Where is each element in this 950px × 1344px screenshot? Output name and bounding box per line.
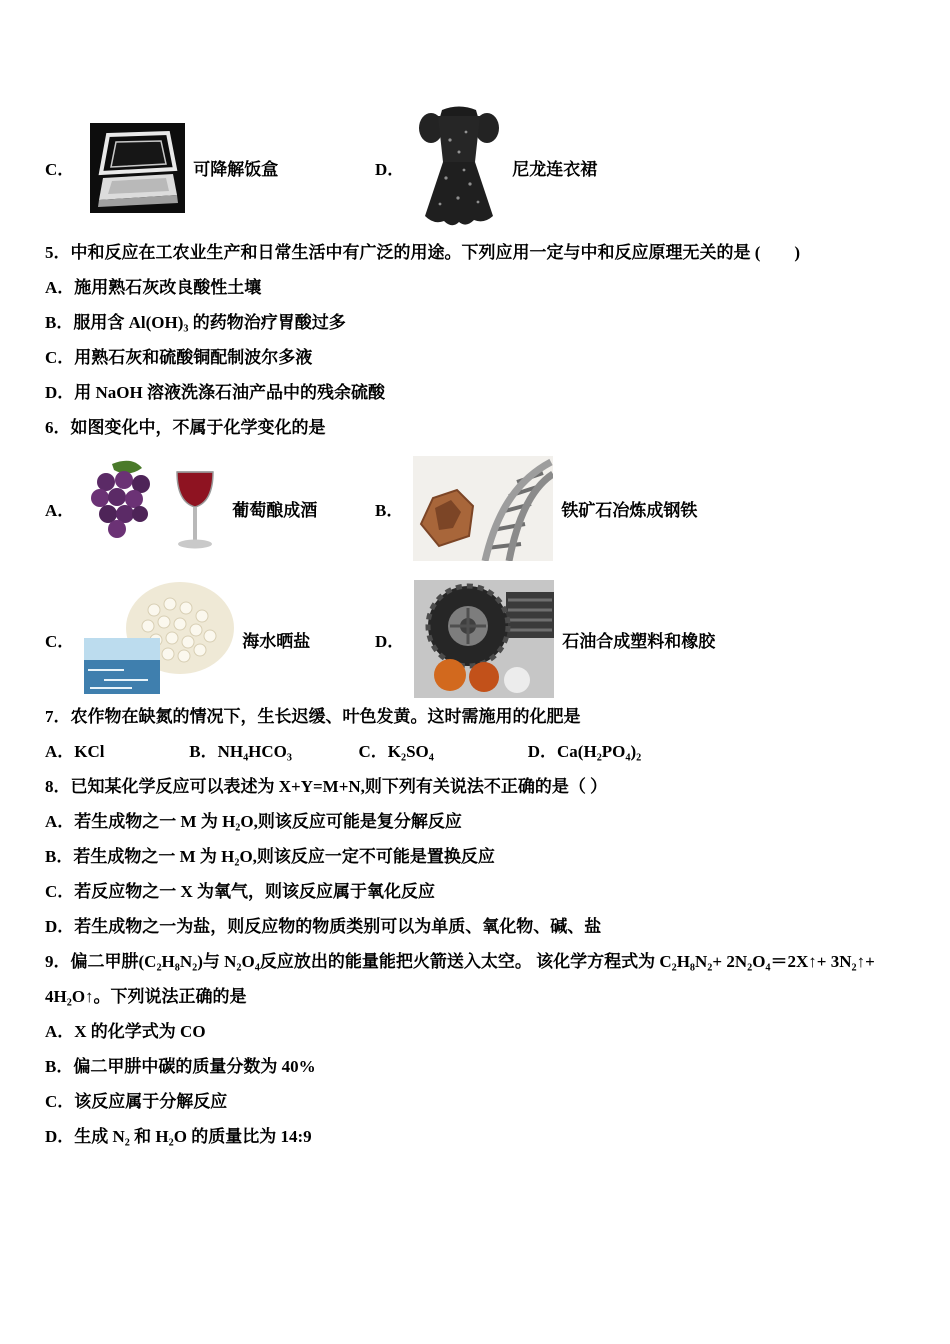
q9-option-b: B．偏二甲肼中碳的质量分数为 40% <box>45 1057 316 1076</box>
q7-option-a: A．KCl <box>45 742 105 761</box>
q5-option-b: B．服用含 Al(OH)₃ 的药物治疗胃酸过多 <box>45 313 346 332</box>
q5-option-c: C．用熟石灰和硫酸铜配制波尔多液 <box>45 348 313 367</box>
q6-option-a-letter: A． <box>45 500 75 520</box>
q4-option-d-label: 尼龙连衣裙 <box>512 160 598 179</box>
q6-option-c-label: 海水晒盐 <box>242 631 311 651</box>
q5-stem: 5．中和反应在工农业生产和日常生活中有广泛的用途。下列应用一定与中和反应原理无关的是 ( ) <box>45 243 801 262</box>
q7-options-row <box>45 734 910 769</box>
exam-content <box>45 0 910 1154</box>
q8-option-c: C．若反应物之一 X 为氧气，则该反应属于氧化反应 <box>45 882 436 901</box>
q4-option-c <box>45 123 375 213</box>
q6-option-d-letter: D． <box>375 631 405 651</box>
q9-option-c: C．该反应属于分解反应 <box>45 1092 228 1111</box>
q4-image-options-row <box>45 100 910 235</box>
iron-ore-railway-image <box>413 456 553 561</box>
q6-image-options-row-2 <box>45 579 910 699</box>
q9-option-d: D．生成 N₂ 和 H₂O 的质量比为 14:9 <box>45 1127 312 1146</box>
q4-option-c-label: 可降解饭盒 <box>193 160 279 179</box>
q6-option-b <box>375 456 910 561</box>
q5-option-a: A．施用熟石灰改良酸性土壤 <box>45 278 262 297</box>
q6-option-a-label: 葡萄酿成酒 <box>232 500 318 520</box>
q8-option-d: D．若生成物之一为盐，则反应物的物质类别可以为单质、氧化物、碱、盐 <box>45 917 602 936</box>
q8-option-a: A．若生成物之一 M 为 H₂O,则该反应可能是复分解反应 <box>45 812 462 831</box>
q6-option-d <box>375 580 910 698</box>
q6-stem: 6．如图变化中，不属于化学变化的是 <box>45 418 326 437</box>
q6-option-c <box>45 580 375 698</box>
q8-option-b: B．若生成物之一 M 为 H₂O,则该反应一定不可能是置换反应 <box>45 847 495 866</box>
sea-salt-image <box>84 580 234 698</box>
q8-stem: 8．已知某化学反应可以表述为 X+Y=M+N,则下列有关说法不正确的是（ ） <box>45 777 608 796</box>
nylon-dress-image <box>414 100 504 235</box>
degradable-lunchbox-image <box>90 123 185 213</box>
q7-stem: 7．农作物在缺氮的情况下，生长迟缓、叶色发黄。这时需施用的化肥是 <box>45 707 581 726</box>
q6-option-c-letter: C． <box>45 631 75 651</box>
q6-image-options-row-1 <box>45 453 910 563</box>
q7-option-d: D．Ca(H₂PO₄)₂ <box>527 742 642 761</box>
grapes-to-wine-image <box>84 456 224 561</box>
q7-option-b: B．NH₄HCO₃ <box>189 742 293 761</box>
q4-option-c-letter: C． <box>45 160 75 179</box>
q5-option-d: D．用 NaOH 溶液洗涤石油产品中的残余硫酸 <box>45 383 385 402</box>
q6-option-a <box>45 456 375 561</box>
q4-option-d <box>375 100 910 235</box>
q9-option-a: A．X 的化学式为 CO <box>45 1022 206 1041</box>
q9-stem: 9．偏二甲肼(C₂H₈N₂)与 N₂O₄反应放出的能量能把火箭送入太空。 该化学方程式为 C₂H₈N₂+ 2N₂O₄＝2X↑+ 3N₂↑+ 4H₂O↑。下列说法正确的是 <box>45 952 875 1006</box>
q6-option-b-letter: B． <box>375 500 404 520</box>
q4-option-d-letter: D． <box>375 160 405 179</box>
plastic-rubber-products-image <box>414 580 554 698</box>
q6-option-b-label: 铁矿石冶炼成钢铁 <box>561 500 698 520</box>
q6-option-d-label: 石油合成塑料和橡胶 <box>562 631 716 651</box>
q7-option-c: C．K₂SO₄ <box>358 742 434 761</box>
